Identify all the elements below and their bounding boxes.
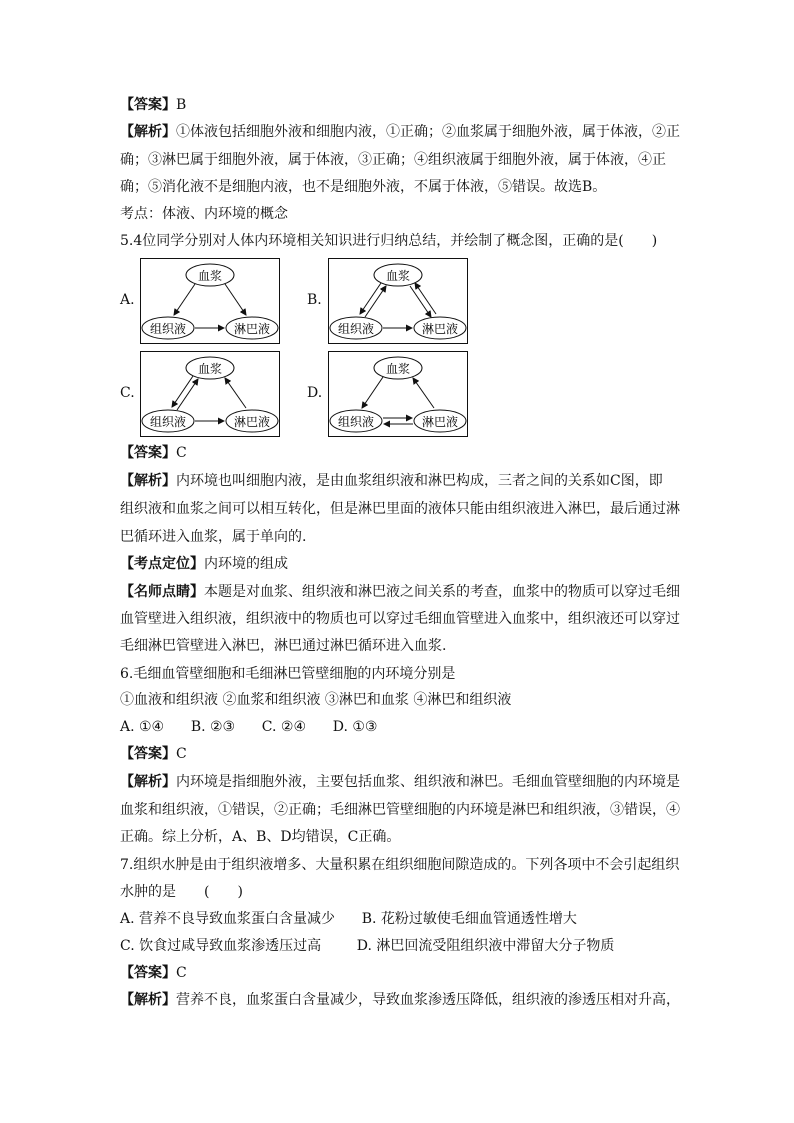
analysis-text: 内环境是指细胞外液，主要包括血浆、组织液和淋巴。毛细血管壁细胞的内环境是 [176, 774, 680, 790]
q5-kaodian-line [120, 554, 288, 574]
concept-map-c [140, 351, 280, 437]
node-tissue-fluid: 组织液 [149, 322, 187, 336]
node-tissue-fluid: 组织液 [149, 415, 187, 429]
q6-answer-line [120, 744, 187, 764]
q4-analysis-line: 确；③淋巴属于细胞外液，属于体液，③正确；④组织液属于细胞外液，属于体液，④正 [120, 152, 666, 168]
concept-map-b [328, 258, 468, 344]
q7-options: C. 饮食过咸导致血浆渗透压过高 D. 淋巴回流受阻组织液中滞留大分子物质 [120, 938, 615, 954]
q5-answer-line [120, 443, 187, 463]
analysis-label: 【解析】 [120, 124, 176, 140]
node-lymph: 淋巴液 [421, 415, 459, 429]
q5-mingshi-line: 血管壁进入组织液，组织液中的物质也可以穿过毛细血管壁进入血浆中，组织液还可以穿过 [120, 611, 680, 627]
q6-items: ①血液和组织液 ②血浆和组织液 ③淋巴和血浆 ④淋巴和组织液 [120, 692, 512, 708]
node-lymph: 淋巴液 [233, 322, 271, 336]
q5-mingshi-line: 毛细淋巴管壁进入淋巴，淋巴通过淋巴循环进入血浆. [120, 638, 447, 654]
answer-label: 【答案】 [120, 445, 176, 461]
kaodian-label: 【考点定位】 [120, 556, 204, 572]
q4-kaodian: 考点：体液、内环境的概念 [120, 206, 288, 222]
q7-analysis-line [120, 990, 680, 1010]
q6-analysis-line: 血浆和组织液，①错误，②正确；毛细淋巴管壁细胞的内环境是淋巴和组织液，③错误，④ [120, 802, 680, 818]
node-lymph: 淋巴液 [233, 415, 271, 429]
q5-analysis-line: 组织液和血浆之间可以相互转化，但是淋巴里面的液体只能由组织液进入淋巴，最后通过淋 [120, 501, 680, 517]
option-d-label: D. [307, 385, 323, 401]
answer-value: B [176, 97, 187, 113]
node-plasma: 血浆 [385, 269, 411, 283]
q5-analysis-line: 巴循环进入血浆，属于单向的. [120, 529, 307, 545]
answer-value: C [176, 445, 187, 461]
q7-stem: 水肿的是 ( ) [120, 884, 243, 900]
node-plasma: 血浆 [197, 362, 223, 376]
answer-label: 【答案】 [120, 965, 176, 981]
q4-analysis-line: 确；⑤消化液不是细胞内液，也不是细胞外液，不属于体液，⑤错误。故选B。 [120, 179, 607, 195]
analysis-text: ①体液包括细胞外液和细胞内液，①正确；②血浆属于细胞外液，属于体液，②正 [176, 124, 680, 140]
answer-value: C [176, 965, 187, 981]
q6-analysis-line [120, 772, 680, 792]
node-tissue-fluid: 组织液 [337, 415, 375, 429]
q7-answer-line [120, 963, 187, 983]
analysis-text: 内环境也叫细胞内液，是由血浆组织液和淋巴构成，三者之间的关系如C图，即 [176, 473, 663, 489]
concept-map-d [328, 351, 468, 437]
analysis-label: 【解析】 [120, 774, 176, 790]
analysis-label: 【解析】 [120, 473, 176, 489]
q4-answer-line [120, 95, 186, 115]
node-plasma: 血浆 [197, 269, 223, 283]
mingshi-label: 【名师点睛】 [120, 584, 204, 600]
q6-analysis-line: 正确。综上分析，A、B、D均错误，C正确。 [120, 829, 401, 845]
option-c-label: C. [120, 385, 135, 401]
analysis-label: 【解析】 [120, 992, 176, 1008]
node-plasma: 血浆 [385, 362, 411, 376]
answer-label: 【答案】 [120, 746, 176, 762]
mingshi-text: 本题是对血浆、组织液和淋巴液之间关系的考查，血浆中的物质可以穿过毛细 [204, 584, 680, 600]
q7-options: A. 营养不良导致血浆蛋白含量减少 B. 花粉过敏使毛细血管通透性增大 [120, 911, 577, 927]
kaodian-value: 内环境的组成 [204, 556, 288, 572]
node-lymph: 淋巴液 [421, 322, 459, 336]
concept-map-a [140, 258, 280, 344]
q4-analysis-line [120, 122, 680, 142]
answer-label: 【答案】 [120, 97, 176, 113]
node-tissue-fluid: 组织液 [337, 322, 375, 336]
analysis-text: 营养不良，血浆蛋白含量减少，导致血浆渗透压降低，组织液的渗透压相对升高， [176, 992, 680, 1008]
option-b-label: B. [307, 292, 322, 308]
q5-mingshi-line [120, 582, 680, 602]
q7-stem: 7.组织水肿是由于组织液增多、大量积累在组织细胞间隙造成的。下列各项中不会引起组织 [120, 857, 680, 873]
q5-stem: 5.4位同学分别对人体内环境相关知识进行归纳总结，并绘制了概念图，正确的是( ) [120, 233, 658, 249]
answer-value: C [176, 746, 187, 762]
q5-analysis-line [120, 471, 663, 491]
q6-stem: 6.毛细血管壁细胞和毛细淋巴管壁细胞的内环境分别是 [120, 666, 456, 682]
option-a-label: A. [120, 292, 135, 308]
q6-options: A. ①④ B. ②③ C. ②④ D. ①③ [120, 719, 378, 735]
